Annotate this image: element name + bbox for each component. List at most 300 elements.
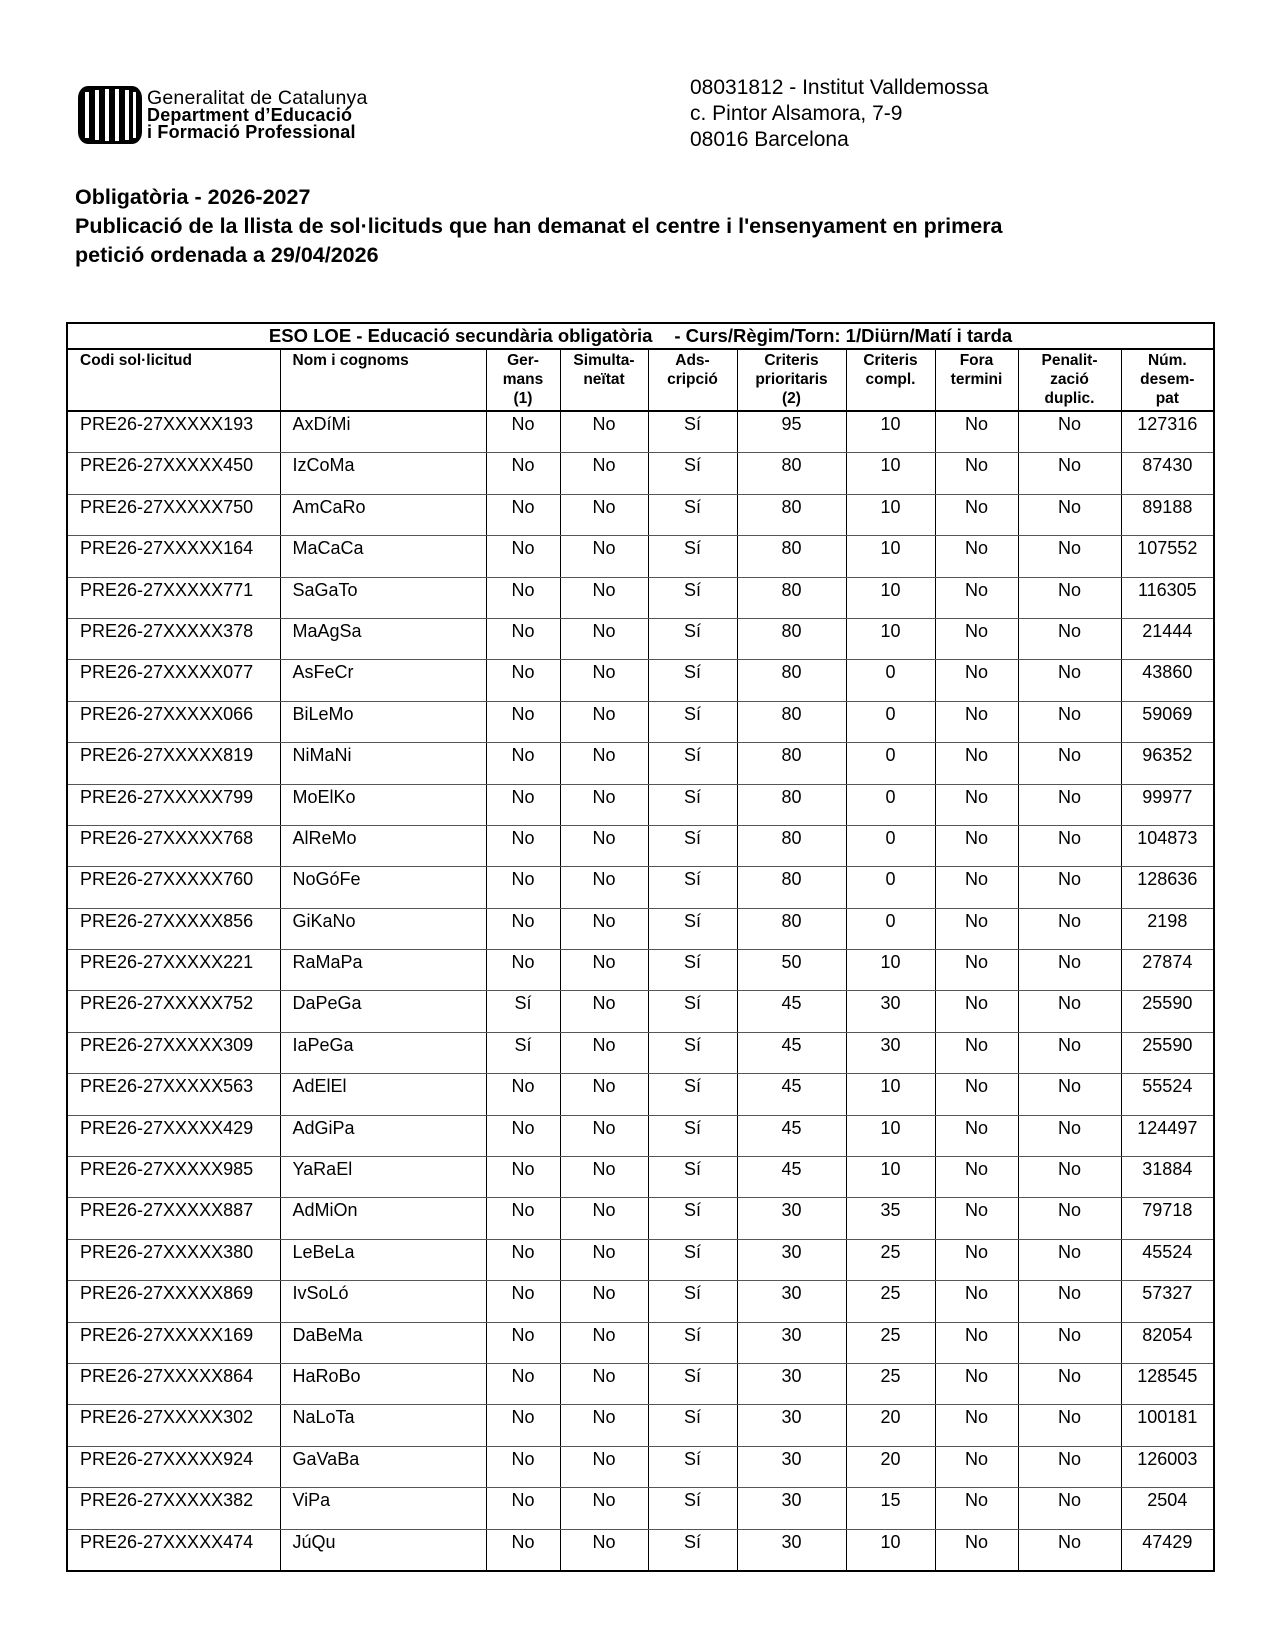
- column-header-line: termini: [950, 371, 1003, 388]
- table-cell: 128636: [1121, 867, 1214, 908]
- table-row: [67, 908, 1214, 949]
- table-cell: 45: [737, 1074, 846, 1115]
- table-cell: 100181: [1121, 1405, 1214, 1446]
- table-cell: No: [935, 991, 1018, 1032]
- column-header-line: (2): [782, 390, 801, 407]
- table-cell: No: [486, 825, 560, 866]
- table-cell: PRE26-27XXXXX760: [67, 867, 280, 908]
- column-header: [737, 349, 846, 411]
- column-header-line: prioritaris: [755, 371, 828, 388]
- table-cell: Sí: [648, 784, 737, 825]
- table-cell: No: [1018, 618, 1121, 659]
- table-cell: No: [1018, 867, 1121, 908]
- table-cell: No: [1018, 1115, 1121, 1156]
- table-cell: PRE26-27XXXXX799: [67, 784, 280, 825]
- table-cell: 80: [737, 867, 846, 908]
- table-cell: No: [560, 1239, 648, 1280]
- table-body: [67, 411, 1214, 1571]
- table-cell: No: [560, 1488, 648, 1529]
- table-cell: No: [1018, 411, 1121, 453]
- table-cell: No: [486, 784, 560, 825]
- school-city: 08016 Barcelona: [690, 128, 849, 151]
- table-cell: JúQu: [280, 1529, 486, 1571]
- table-row: [67, 1405, 1214, 1446]
- table-cell: No: [1018, 784, 1121, 825]
- table-cell: GaVaBa: [280, 1446, 486, 1487]
- table-cell: No: [560, 536, 648, 577]
- table-cell: 25590: [1121, 1032, 1214, 1073]
- table-cell: PRE26-27XXXXX819: [67, 743, 280, 784]
- table-caption: [67, 323, 1214, 349]
- table-row: [67, 660, 1214, 701]
- table-cell: Sí: [648, 1488, 737, 1529]
- table-cell: No: [560, 1281, 648, 1322]
- table-cell: 30: [737, 1239, 846, 1280]
- table-row: [67, 1446, 1214, 1487]
- generalitat-emblem-icon: [78, 86, 142, 144]
- table-cell: No: [1018, 701, 1121, 742]
- table-cell: No: [486, 494, 560, 535]
- table-cell: No: [1018, 825, 1121, 866]
- column-header: [280, 349, 486, 411]
- table-cell: 80: [737, 743, 846, 784]
- title-line-2: Publicació de la llista de sol·licituds que han demanat el centre i l'ensenyament en primera: [75, 214, 1003, 238]
- table-cell: IzCoMa: [280, 453, 486, 494]
- school-address: [690, 75, 988, 153]
- table-cell: AsFeCr: [280, 660, 486, 701]
- table-cell: No: [935, 1405, 1018, 1446]
- table-cell: No: [935, 1281, 1018, 1322]
- column-header-line: mans: [502, 371, 544, 388]
- table-cell: No: [1018, 660, 1121, 701]
- table-cell: No: [486, 577, 560, 618]
- table-cell: No: [935, 825, 1018, 866]
- table-cell: 45: [737, 1157, 846, 1198]
- table-cell: 82054: [1121, 1322, 1214, 1363]
- table-cell: No: [486, 1446, 560, 1487]
- table-cell: PRE26-27XXXXX768: [67, 825, 280, 866]
- table-cell: PRE26-27XXXXX563: [67, 1074, 280, 1115]
- table-cell: No: [1018, 908, 1121, 949]
- table-cell: No: [486, 1529, 560, 1571]
- column-header: [1018, 349, 1121, 411]
- table-cell: No: [1018, 743, 1121, 784]
- table-cell: No: [486, 1405, 560, 1446]
- table-row: [67, 1115, 1214, 1156]
- table-cell: No: [935, 1115, 1018, 1156]
- table-cell: NoGóFe: [280, 867, 486, 908]
- column-header: [560, 349, 648, 411]
- table-cell: Sí: [486, 1032, 560, 1073]
- table-cell: MaAgSa: [280, 618, 486, 659]
- table-cell: No: [486, 1074, 560, 1115]
- table-cell: No: [486, 660, 560, 701]
- column-header-line: duplic.: [1044, 390, 1095, 407]
- table-cell: 10: [846, 618, 935, 659]
- table-cell: 25: [846, 1322, 935, 1363]
- table-cell: PRE26-27XXXXX077: [67, 660, 280, 701]
- school-street: c. Pintor Alsamora, 7-9: [690, 102, 903, 125]
- table-cell: No: [935, 577, 1018, 618]
- table-cell: Sí: [648, 991, 737, 1032]
- table-cell: HaRoBo: [280, 1363, 486, 1404]
- column-header-line: Simulta-: [573, 352, 635, 369]
- table-cell: IaPeGa: [280, 1032, 486, 1073]
- table-cell: No: [1018, 1363, 1121, 1404]
- table-cell: 0: [846, 660, 935, 701]
- table-cell: 10: [846, 494, 935, 535]
- table-cell: No: [560, 618, 648, 659]
- table-cell: 55524: [1121, 1074, 1214, 1115]
- table-cell: 126003: [1121, 1446, 1214, 1487]
- table-cell: 25: [846, 1281, 935, 1322]
- table-cell: No: [486, 867, 560, 908]
- column-header: [67, 349, 280, 411]
- table-cell: No: [560, 453, 648, 494]
- table-row: [67, 825, 1214, 866]
- table-cell: PRE26-27XXXXX302: [67, 1405, 280, 1446]
- table-cell: PRE26-27XXXXX380: [67, 1239, 280, 1280]
- table-cell: PRE26-27XXXXX429: [67, 1115, 280, 1156]
- table-row: [67, 1322, 1214, 1363]
- table-cell: PRE26-27XXXXX474: [67, 1529, 280, 1571]
- table-cell: Sí: [648, 618, 737, 659]
- table-cell: PRE26-27XXXXX869: [67, 1281, 280, 1322]
- column-header: [648, 349, 737, 411]
- table-cell: No: [1018, 991, 1121, 1032]
- table-cell: 30: [737, 1488, 846, 1529]
- table-cell: PRE26-27XXXXX066: [67, 701, 280, 742]
- table-cell: Sí: [648, 908, 737, 949]
- table-cell: No: [935, 1488, 1018, 1529]
- table-cell: No: [560, 411, 648, 453]
- column-header-line: cripció: [667, 371, 718, 388]
- table-cell: 21444: [1121, 618, 1214, 659]
- table-cell: 20: [846, 1446, 935, 1487]
- table-cell: 79718: [1121, 1198, 1214, 1239]
- table-cell: No: [486, 1363, 560, 1404]
- table-cell: No: [935, 536, 1018, 577]
- table-cell: No: [1018, 1239, 1121, 1280]
- table-cell: DaPeGa: [280, 991, 486, 1032]
- column-header: [846, 349, 935, 411]
- table-cell: 10: [846, 453, 935, 494]
- table-cell: Sí: [648, 411, 737, 453]
- table-cell: No: [486, 411, 560, 453]
- table-row: [67, 618, 1214, 659]
- table-cell: No: [935, 743, 1018, 784]
- table-row: [67, 991, 1214, 1032]
- table-cell: 124497: [1121, 1115, 1214, 1156]
- table-cell: No: [560, 1363, 648, 1404]
- table-cell: No: [560, 950, 648, 991]
- table-cell: Sí: [648, 950, 737, 991]
- table-cell: No: [560, 494, 648, 535]
- table-cell: No: [1018, 1405, 1121, 1446]
- column-header-line: (1): [513, 390, 533, 407]
- document-title: [75, 183, 1195, 270]
- table-cell: Sí: [648, 1529, 737, 1571]
- table-cell: No: [1018, 536, 1121, 577]
- applications-table: [66, 322, 1215, 1572]
- table-cell: 10: [846, 411, 935, 453]
- table-cell: No: [560, 1157, 648, 1198]
- table-cell: ViPa: [280, 1488, 486, 1529]
- table-cell: No: [486, 1157, 560, 1198]
- table-cell: Sí: [648, 1115, 737, 1156]
- table-cell: 80: [737, 660, 846, 701]
- table-cell: PRE26-27XXXXX193: [67, 411, 280, 453]
- table-cell: Sí: [648, 1281, 737, 1322]
- table-cell: 10: [846, 1157, 935, 1198]
- table-cell: No: [1018, 1157, 1121, 1198]
- column-header-line: neïtat: [583, 371, 625, 388]
- table-cell: 10: [846, 1529, 935, 1571]
- table-cell: Sí: [648, 701, 737, 742]
- table-cell: Sí: [648, 1446, 737, 1487]
- table-cell: 10: [846, 950, 935, 991]
- table-cell: 128545: [1121, 1363, 1214, 1404]
- table-cell: 2198: [1121, 908, 1214, 949]
- table-cell: No: [560, 908, 648, 949]
- table-cell: AdMiOn: [280, 1198, 486, 1239]
- table-cell: 89188: [1121, 494, 1214, 535]
- table-cell: No: [1018, 1488, 1121, 1529]
- column-header-line: desem-: [1140, 371, 1195, 388]
- table-cell: 80: [737, 536, 846, 577]
- column-header-line: Ger-: [507, 352, 539, 369]
- table-cell: LeBeLa: [280, 1239, 486, 1280]
- table-cell: 0: [846, 908, 935, 949]
- table-cell: No: [486, 908, 560, 949]
- table-cell: No: [560, 1529, 648, 1571]
- title-line-3: petició ordenada a 29/04/2026: [75, 243, 379, 267]
- table-cell: 45: [737, 991, 846, 1032]
- table-header-row: [67, 349, 1214, 411]
- table-cell: No: [560, 743, 648, 784]
- table-cell: No: [560, 1074, 648, 1115]
- table-cell: 80: [737, 701, 846, 742]
- table-cell: No: [935, 867, 1018, 908]
- table-cell: 25: [846, 1363, 935, 1404]
- table-cell: 20: [846, 1405, 935, 1446]
- column-header-line: Codi sol·licitud: [80, 352, 192, 369]
- table-cell: DaBeMa: [280, 1322, 486, 1363]
- caption-course: - Curs/Règim/Torn: 1/Diürn/Matí i tarda: [674, 325, 1013, 346]
- table-cell: No: [560, 1115, 648, 1156]
- table-cell: 35: [846, 1198, 935, 1239]
- table-cell: No: [935, 1198, 1018, 1239]
- table-cell: Sí: [648, 536, 737, 577]
- table-cell: Sí: [648, 867, 737, 908]
- table-cell: Sí: [648, 1405, 737, 1446]
- table-row: [67, 950, 1214, 991]
- table-cell: 30: [737, 1322, 846, 1363]
- table-cell: No: [560, 825, 648, 866]
- table-cell: 87430: [1121, 453, 1214, 494]
- table-cell: No: [935, 701, 1018, 742]
- table-cell: No: [935, 494, 1018, 535]
- table-cell: PRE26-27XXXXX924: [67, 1446, 280, 1487]
- table-cell: GiKaNo: [280, 908, 486, 949]
- table-cell: No: [935, 1322, 1018, 1363]
- table-cell: 10: [846, 1074, 935, 1115]
- table-cell: AdElEl: [280, 1074, 486, 1115]
- table-cell: PRE26-27XXXXX309: [67, 1032, 280, 1073]
- table-row: [67, 1157, 1214, 1198]
- school-name: 08031812 - Institut Valldemossa: [690, 76, 989, 99]
- table-cell: RaMaPa: [280, 950, 486, 991]
- caption-program: ESO LOE - Educació secundària obligatòria: [268, 325, 653, 346]
- table-cell: 30: [737, 1363, 846, 1404]
- table-cell: Sí: [648, 453, 737, 494]
- table-row: [67, 411, 1214, 453]
- table-row: [67, 867, 1214, 908]
- table-row: [67, 577, 1214, 618]
- table-cell: 45524: [1121, 1239, 1214, 1280]
- table-row: [67, 784, 1214, 825]
- table-cell: No: [1018, 453, 1121, 494]
- table-cell: No: [935, 950, 1018, 991]
- table-cell: Sí: [648, 825, 737, 866]
- table-cell: 30: [737, 1446, 846, 1487]
- table-cell: 43860: [1121, 660, 1214, 701]
- table-cell: 47429: [1121, 1529, 1214, 1571]
- table-cell: No: [935, 908, 1018, 949]
- title-line-1: Obligatòria - 2026-2027: [75, 185, 311, 209]
- table-cell: No: [486, 950, 560, 991]
- table-cell: 30: [737, 1529, 846, 1571]
- column-header-line: Criteris: [764, 352, 819, 369]
- table-row: [67, 1074, 1214, 1115]
- table-cell: 80: [737, 825, 846, 866]
- table-cell: No: [560, 991, 648, 1032]
- table-cell: AdGiPa: [280, 1115, 486, 1156]
- table-cell: 10: [846, 1115, 935, 1156]
- table-cell: 10: [846, 577, 935, 618]
- table-cell: PRE26-27XXXXX752: [67, 991, 280, 1032]
- table-cell: 30: [737, 1405, 846, 1446]
- table-cell: 0: [846, 867, 935, 908]
- table-row: [67, 1032, 1214, 1073]
- column-header-line: Ads-: [675, 352, 710, 369]
- table-cell: No: [1018, 1198, 1121, 1239]
- table-cell: PRE26-27XXXXX450: [67, 453, 280, 494]
- table-row: [67, 1239, 1214, 1280]
- table-cell: No: [935, 1239, 1018, 1280]
- table-cell: 99977: [1121, 784, 1214, 825]
- table-cell: Sí: [486, 991, 560, 1032]
- table-cell: 0: [846, 743, 935, 784]
- table-cell: PRE26-27XXXXX771: [67, 577, 280, 618]
- table-cell: 31884: [1121, 1157, 1214, 1198]
- table-cell: 30: [737, 1281, 846, 1322]
- table-cell: 50: [737, 950, 846, 991]
- table-row: [67, 536, 1214, 577]
- table-cell: 80: [737, 494, 846, 535]
- column-header: [1121, 349, 1214, 411]
- table-cell: PRE26-27XXXXX382: [67, 1488, 280, 1529]
- table-cell: PRE26-27XXXXX864: [67, 1363, 280, 1404]
- table-cell: PRE26-27XXXXX985: [67, 1157, 280, 1198]
- table-cell: No: [486, 536, 560, 577]
- table-cell: Sí: [648, 660, 737, 701]
- table-cell: 30: [846, 991, 935, 1032]
- table-row: [67, 453, 1214, 494]
- table-row: [67, 1281, 1214, 1322]
- table-cell: PRE26-27XXXXX169: [67, 1322, 280, 1363]
- table-cell: 127316: [1121, 411, 1214, 453]
- table-cell: No: [1018, 1529, 1121, 1571]
- table-cell: YaRaEl: [280, 1157, 486, 1198]
- table-row: [67, 1363, 1214, 1404]
- table-cell: No: [560, 660, 648, 701]
- table-cell: PRE26-27XXXXX378: [67, 618, 280, 659]
- table-cell: 80: [737, 908, 846, 949]
- table-cell: PRE26-27XXXXX164: [67, 536, 280, 577]
- table-cell: 30: [846, 1032, 935, 1073]
- table-cell: PRE26-27XXXXX856: [67, 908, 280, 949]
- table-row: [67, 1198, 1214, 1239]
- table-row: [67, 701, 1214, 742]
- table-cell: NaLoTa: [280, 1405, 486, 1446]
- table-cell: 96352: [1121, 743, 1214, 784]
- table-row: [67, 1488, 1214, 1529]
- table-cell: 10: [846, 536, 935, 577]
- table-cell: Sí: [648, 1074, 737, 1115]
- table-cell: 80: [737, 784, 846, 825]
- logo-line-2: Department d’Educació: [147, 104, 353, 125]
- table-cell: No: [560, 577, 648, 618]
- table-cell: 104873: [1121, 825, 1214, 866]
- table-cell: No: [1018, 494, 1121, 535]
- table-cell: NiMaNi: [280, 743, 486, 784]
- table-cell: BiLeMo: [280, 701, 486, 742]
- table-cell: PRE26-27XXXXX221: [67, 950, 280, 991]
- column-header-line: Nom i cognoms: [292, 352, 409, 369]
- table-cell: AxDíMi: [280, 411, 486, 453]
- table-cell: No: [560, 1405, 648, 1446]
- table-cell: No: [1018, 1322, 1121, 1363]
- table-cell: No: [486, 1115, 560, 1156]
- table-cell: 2504: [1121, 1488, 1214, 1529]
- column-header-line: compl.: [865, 371, 916, 388]
- table-cell: No: [486, 1198, 560, 1239]
- table-cell: No: [1018, 1446, 1121, 1487]
- table-cell: AmCaRo: [280, 494, 486, 535]
- table-cell: No: [486, 701, 560, 742]
- table-cell: No: [935, 1157, 1018, 1198]
- table-cell: No: [560, 1322, 648, 1363]
- table-cell: 27874: [1121, 950, 1214, 991]
- table-cell: No: [560, 867, 648, 908]
- table-cell: Sí: [648, 1032, 737, 1073]
- column-header-line: pat: [1155, 390, 1179, 407]
- table-cell: No: [935, 1363, 1018, 1404]
- table-cell: 15: [846, 1488, 935, 1529]
- column-header-line: Criteris: [863, 352, 918, 369]
- table-cell: 45: [737, 1032, 846, 1073]
- table-cell: No: [560, 1446, 648, 1487]
- table-cell: 0: [846, 701, 935, 742]
- table-cell: 80: [737, 453, 846, 494]
- table-cell: 30: [737, 1198, 846, 1239]
- table-cell: No: [486, 1488, 560, 1529]
- column-header-line: Penalit-: [1041, 352, 1098, 369]
- table-cell: 0: [846, 784, 935, 825]
- table-cell: 80: [737, 618, 846, 659]
- table-cell: No: [486, 743, 560, 784]
